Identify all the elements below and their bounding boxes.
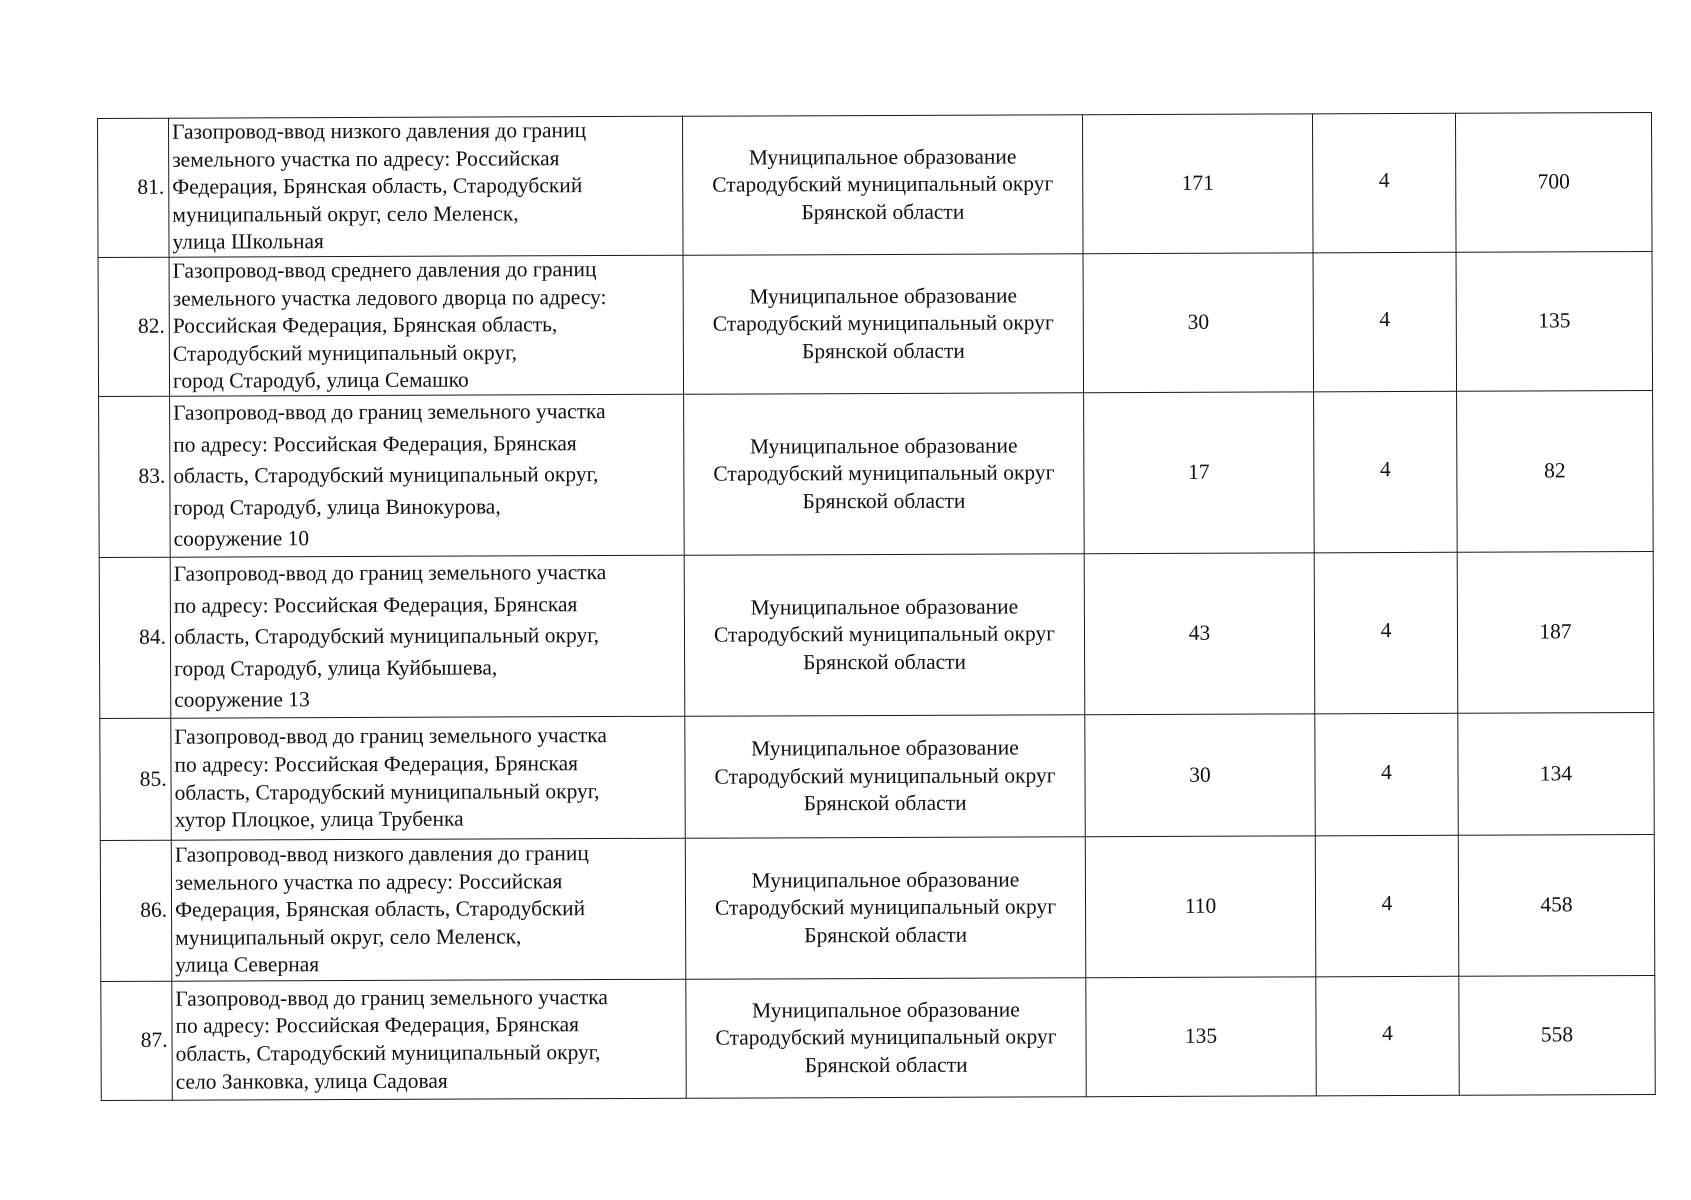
owner-text: Муниципальное образование Стародубский муниципальный округ Брянской области [713, 433, 1055, 514]
description-text: Газопровод-ввод до границ земельного участка по адресу: Российская Федерация, Брянская область, Стародубский муниципальный округ, село Занковка, улица Садовая [175, 984, 608, 1094]
row-number: 86. [100, 840, 172, 981]
owner-cell [685, 837, 1086, 980]
length-value: 43 [1084, 553, 1315, 715]
owner-text: Муниципальное образование Стародубский муниципальный округ Брянской области [715, 997, 1057, 1078]
category-cell [1315, 713, 1458, 836]
category-cell [1314, 391, 1458, 553]
row-number: 84. [99, 557, 171, 718]
description-text: Газопровод-ввод до границ земельного участка по адресу: Российская Федерация, Брянская область, Стародубский муниципальный округ, город Стародуб, улица Винокурова, сооружение 10 [173, 399, 606, 551]
category-value: 4 [1382, 1021, 1393, 1046]
object-description [172, 979, 686, 1100]
length-value: 171 [1082, 114, 1313, 254]
category-cell [1312, 113, 1456, 253]
object-description [170, 394, 685, 557]
area-value: 187 [1457, 552, 1654, 714]
length-value: 110 [1085, 836, 1316, 978]
owner-cell [684, 393, 1085, 556]
owner-cell [683, 254, 1084, 395]
category-cell [1313, 252, 1457, 392]
owner-cell [682, 115, 1083, 256]
object-description [169, 116, 684, 257]
category-value: 4 [1378, 168, 1390, 193]
owner-cell [685, 715, 1085, 839]
category-value: 4 [1381, 759, 1392, 784]
area-value: 82 [1457, 391, 1654, 553]
row-number: 87. [101, 981, 172, 1100]
area-value: 135 [1456, 252, 1653, 392]
category-cell [1314, 552, 1458, 714]
area-value: 458 [1458, 835, 1655, 977]
area-value: 700 [1455, 113, 1652, 253]
registry-table [97, 112, 1656, 1101]
table-row [101, 976, 1655, 1101]
description-text: Газопровод-ввод до границ земельного участка по адресу: Российская Федерация, Брянская область, Стародубский муниципальный округ, город Стародуб, улица Куйбышева, сооружение 13 [173, 560, 607, 712]
category-value: 4 [1380, 618, 1392, 643]
owner-text: Муниципальное образование Стародубский муниципальный округ Брянской области [712, 144, 1054, 225]
length-value: 30 [1083, 253, 1314, 393]
owner-text: Муниципальное образование Стародубский муниципальный округ Брянской области [714, 867, 1057, 948]
category-value: 4 [1381, 891, 1393, 916]
owner-cell [686, 978, 1086, 1099]
table-row [100, 835, 1655, 982]
area-value: 134 [1458, 713, 1654, 836]
length-value: 135 [1086, 977, 1316, 1097]
object-description [171, 716, 685, 840]
category-value: 4 [1379, 307, 1391, 332]
length-value: 17 [1084, 392, 1315, 554]
category-cell [1315, 835, 1459, 977]
description-text: Газопровод-ввод среднего давления до границ земельного участка ледового дворца по адресу: Российская Федерация, Брянская область, Стародубский муниципальный округ, город Стародуб, улица Семашко [172, 257, 607, 394]
description-text: Газопровод-ввод низкого давления до границ земельного участка по адресу: Российская Федерация, Брянская область, Стародубский муниципальный округ, село Меленск, улица Школьная [172, 118, 587, 255]
table-row [100, 713, 1654, 841]
table-row [98, 252, 1653, 397]
category-value: 4 [1379, 457, 1391, 482]
row-number: 82. [98, 257, 170, 396]
table-row [99, 552, 1654, 719]
object-description [171, 838, 686, 981]
object-description [169, 255, 684, 396]
table-row [98, 113, 1653, 258]
row-number: 85. [100, 718, 171, 840]
row-number: 81. [98, 118, 170, 257]
owner-text: Муниципальное образование Стародубский муниципальный округ Брянской области [713, 594, 1056, 675]
area-value: 558 [1459, 976, 1655, 1096]
owner-cell [684, 554, 1085, 717]
length-value: 30 [1085, 714, 1315, 837]
owner-text: Муниципальное образование Стародубский муниципальный округ Брянской области [712, 283, 1054, 364]
category-cell [1316, 976, 1459, 1096]
row-number: 83. [99, 396, 171, 557]
table-row [99, 391, 1654, 558]
owner-text: Муниципальное образование Стародубский муниципальный округ Брянской области [714, 735, 1056, 816]
description-text: Газопровод-ввод низкого давления до границ земельного участка по адресу: Российская Федерация, Брянская область, Стародубский муниципальный округ, село Меленск, улица Северная [174, 841, 589, 978]
description-text: Газопровод-ввод до границ земельного участка по адресу: Российская Федерация, Брянская область, Стародубский муниципальный округ, хутор Плоцкое, улица Трубенка [174, 723, 607, 832]
object-description [170, 555, 685, 718]
